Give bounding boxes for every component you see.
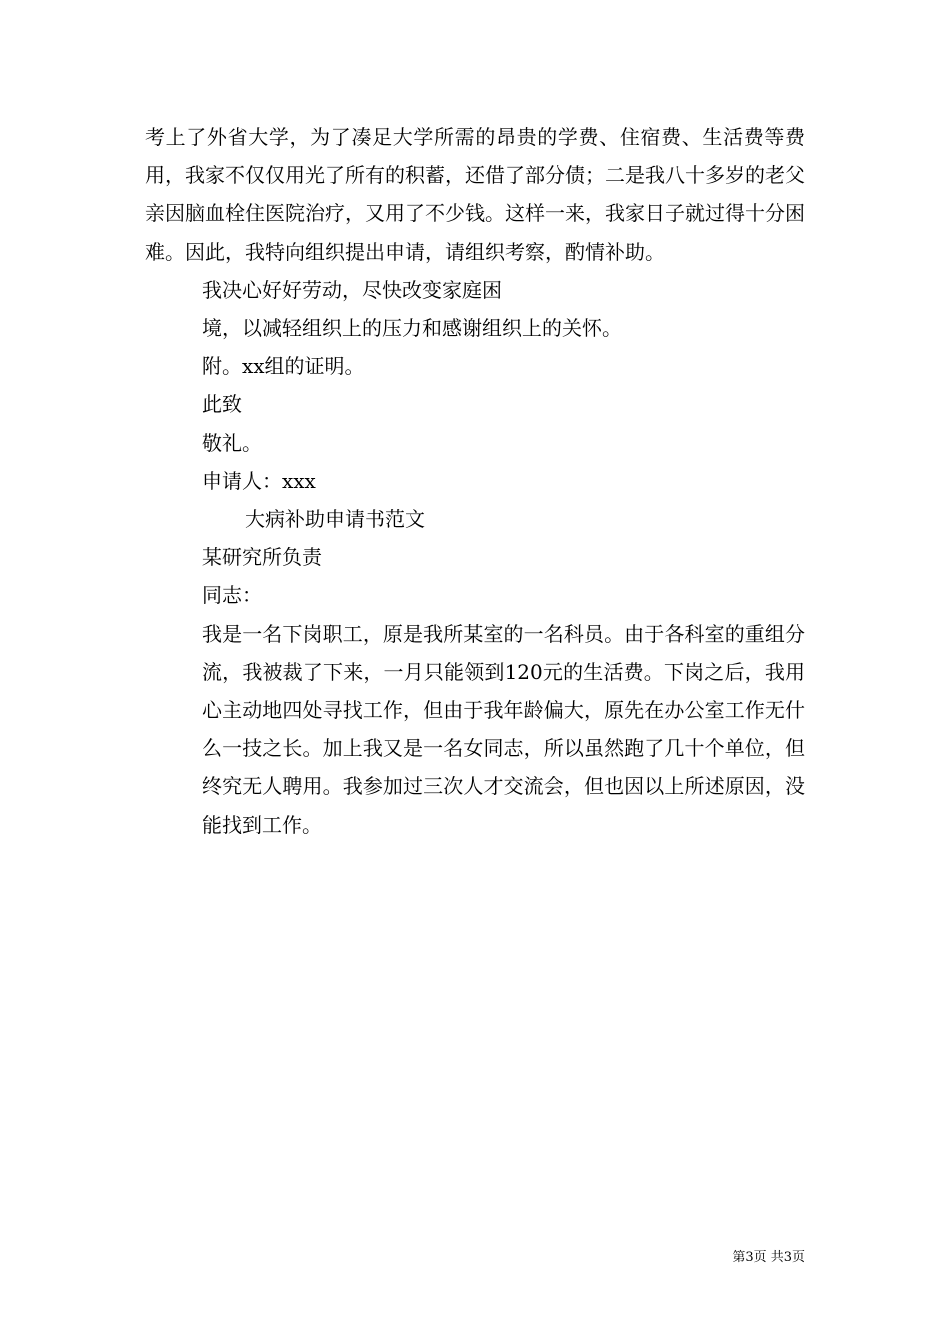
applicant-signature: 申请人：xxx bbox=[202, 468, 316, 493]
paragraph-family-hardship: 考上了外省大学，为了凑足大学所需的昂贵的学费、住宿费、生活费等费用，我家不仅仅用光了所有的积蓄，还借了部分债；二是我八十多岁的老父亲因脑血栓住医院治疗，又用了不少钱。这样一来，我家日子就过得十分困难。因此，我特向组织提出申请，请组织考察，酌情补助。 bbox=[145, 125, 805, 264]
closing-salute: 敬礼。 bbox=[202, 430, 262, 455]
sample-title: 大病补助申请书范文 bbox=[245, 507, 425, 532]
paragraph-resolve: 我决心好好劳动，尽快改变家庭困 bbox=[202, 277, 502, 302]
recipient-salutation: 同志： bbox=[202, 583, 262, 608]
paragraph-unemployment: 我是一名下岗职工，原是我所某室的一名科员。由于各科室的重组分流，我被裁了下来，一月只能领到120元的生活费。下岗之后，我用心主动地四处寻找工作，但由于我年龄偏大，原先在办公室工作无什么一技之长。加上我又是一名女同志，所以虽然跑了几十个单位，但终究无人聘用。我参加过三次人才交流会，但也因以上所述原因，没能找到工作。 bbox=[202, 621, 805, 837]
attachment-note: 附。xx组的证明。 bbox=[202, 354, 365, 379]
closing-greeting: 此致 bbox=[202, 392, 242, 417]
paragraph-resolve-continued: 境，以减轻组织上的压力和感谢组织上的关怀。 bbox=[202, 316, 622, 341]
document-body bbox=[145, 118, 805, 844]
recipient-line: 某研究所负责 bbox=[202, 545, 322, 570]
page-number: 第3页 共3页 bbox=[732, 1250, 805, 1265]
